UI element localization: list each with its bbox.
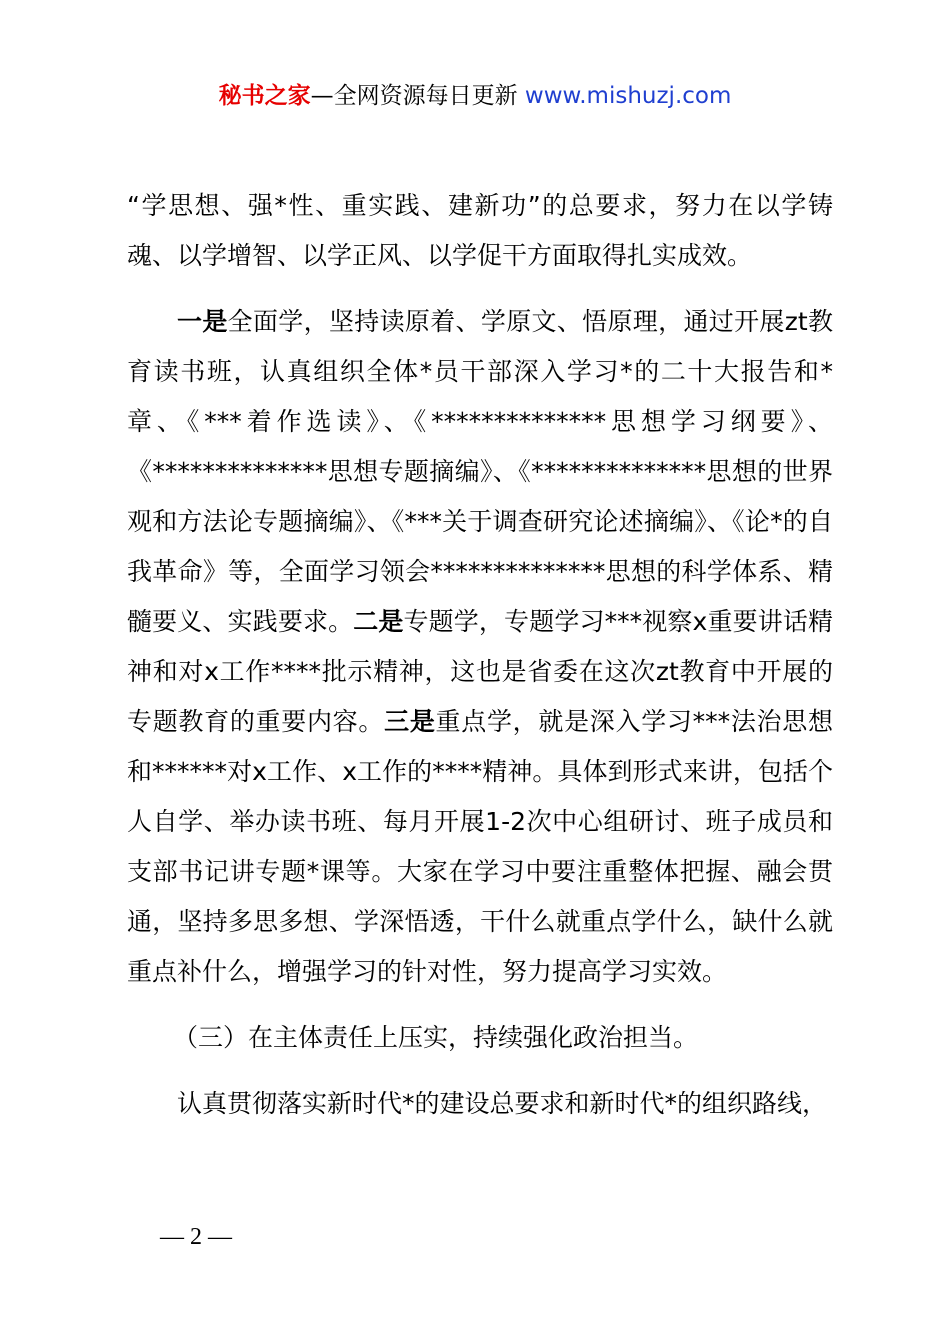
site-header [0, 80, 950, 112]
page-number: — 2 — [160, 1224, 232, 1250]
brand-name: 秘书之家 [218, 83, 311, 109]
site-url[interactable]: www.mishuzj.com [524, 83, 732, 109]
paragraph-next: 认真贯彻落实新时代*的建设总要求和新时代*的组织路线， [177, 1089, 828, 1118]
lead-second: 二是 [353, 607, 404, 636]
text-second: 专题学，专题学习***视察x重要讲话精神和对x工作****批示精神，这也是省委在这次zt教育中开展的专题教育的重要内容。 [127, 607, 833, 736]
lead-third: 三是 [384, 707, 436, 736]
paragraph-continuation: “学思想、强*性、重实践、建新功”的总要求，努力在以学铸魂、以学增智、以学正风、以学促干方面取得扎实成效。 [127, 191, 833, 270]
text-third: 重点学，就是深入学习***法治思想和******对x工作、x工作的****精神。具体到形式来讲，包括个人自学、举办读书班、每月开展1-2次中心组研讨、班子成员和支部书记讲专题*课等。大家在学习中要注重整体把握、融会贯通，坚持多思多想、学深悟透，干什么就重点学什么，缺什么就重点补什么，增强学习的针对性，努力提高学习实效。 [127, 707, 833, 986]
document-body [127, 181, 833, 1129]
text-first: 全面学，坚持读原着、学原文、悟原理，通过开展zt教育读书班，认真组织全体*员干部深入学习*的二十大报告和*章、《***着作选读》、《**************思想学习纲要》、《**************思想专题摘编》、《**************思想的世界观和方法论专题摘编》、《***关于调查研究论述摘编》、《论*的自我革命》等，全面学习领会**************思想的科学体系、精髓要义、实践要求。 [127, 307, 833, 636]
header-tagline: —全网资源每日更新 [310, 83, 518, 109]
section-heading: （三）在主体责任上压实，持续强化政治担当。 [173, 1023, 699, 1052]
paragraph-study-methods [127, 297, 833, 997]
lead-first: 一是 [177, 307, 228, 336]
